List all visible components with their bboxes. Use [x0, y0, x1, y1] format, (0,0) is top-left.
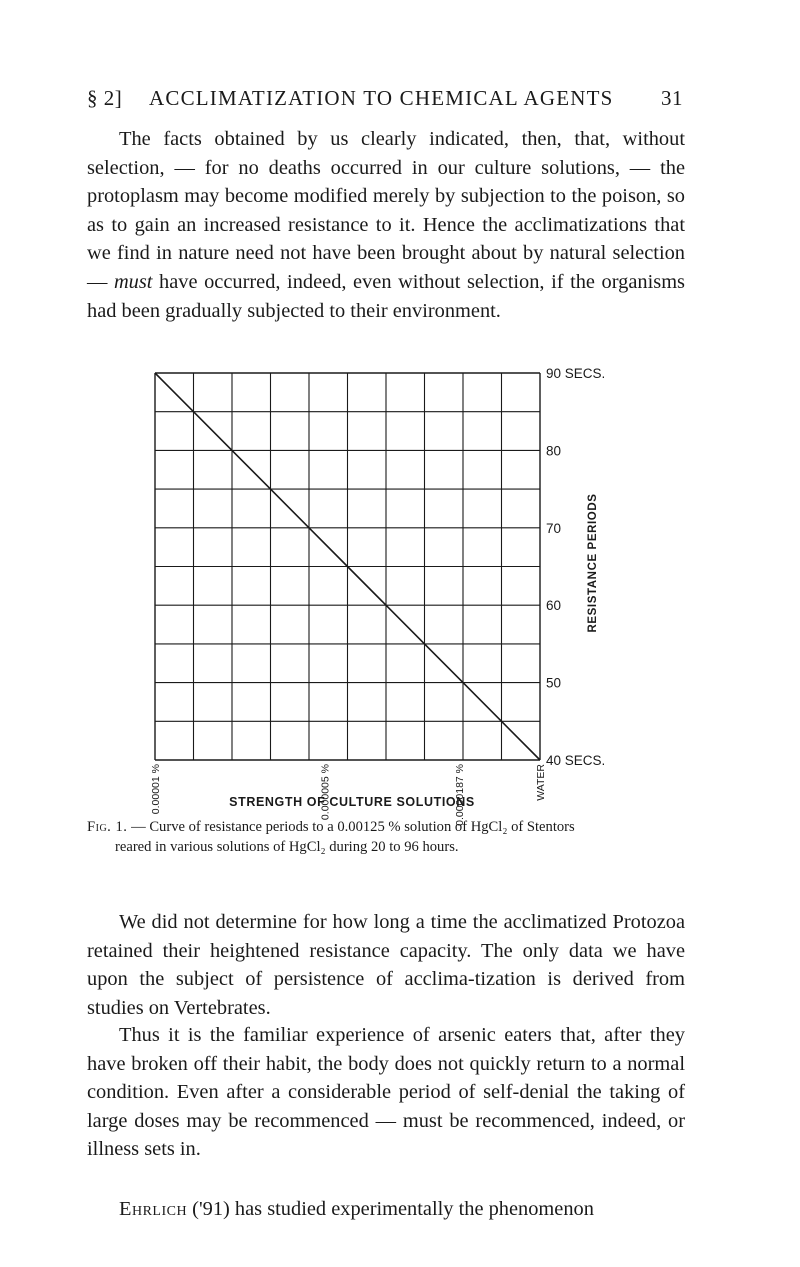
- page-number: 31: [661, 86, 683, 110]
- x-tick-label: 0.00001 %: [150, 764, 162, 815]
- y-tick-label: 70: [546, 520, 562, 536]
- paragraph-2: We did not determine for how long a time the acclimatized Protozoa retained their heightened resistance capacity. The only data we have upon the subject of persistence of acclima-tization is derived from studies on Vertebrates.: [87, 911, 685, 1019]
- caption-line-1: — Curve of resistance periods to a 0.00125 % solution of HgCl₂ of Stentors: [127, 819, 575, 835]
- paragraph-3: Thus it is the familiar experience of arsenic eaters that, after they have broken off their habit, the body does not quickly return to a normal condition. Even after a considerable period of self-denial the taking of large doses may be recommenced — must be recommenced, indeed, or illness sets in.: [87, 1024, 685, 1161]
- figure-caption: [87, 817, 687, 857]
- x-axis-label: STRENGTH OF CULTURE SOLUTIONS: [229, 795, 475, 809]
- section-number: § 2]: [87, 86, 123, 110]
- y-tick-label: 40 SECS.: [546, 753, 606, 768]
- x-tick-label: 0.000005 %: [319, 764, 332, 821]
- y-tick-label: 90 SECS.: [546, 366, 606, 381]
- paragraph-4: [87, 1195, 685, 1224]
- x-tick-label: 0.0000187 %: [454, 764, 467, 826]
- caption-line-2: reared in various solutions of HgCl₂ during 20 to 96 hours.: [115, 839, 459, 855]
- x-tick-label: WATER: [535, 764, 547, 801]
- chapter-title: ACCLIMATIZATION TO CHEMICAL AGENTS: [149, 86, 614, 110]
- y-tick-label: 80: [546, 443, 562, 459]
- emphasis-must: must: [113, 270, 153, 293]
- y-tick-label: 50: [546, 675, 562, 691]
- paragraph-1-text-a: The facts obtained by us clearly indicated, then, that, without selection, — for no deaths occurred in our culture solutions, — the protoplasm may become modified merely by subjection to the poison, so as to gain an increased resistance to it. Hence the acclimatizations that we find in nature need not have been brought about by natural selection —: [87, 128, 685, 293]
- y-axis-label: RESISTANCE PERIODS: [587, 493, 599, 633]
- y-tick-label: 60: [546, 598, 562, 614]
- paragraph-1-text-b: have occurred, indeed, even without selection, if the organisms had been gradually subjected to their environment.: [87, 270, 685, 322]
- paragraph-4-text: ('91) has studied experimentally the phenomenon: [187, 1198, 594, 1220]
- figure-label: Fig. 1.: [87, 819, 128, 835]
- author-name: Ehrlich: [119, 1198, 188, 1220]
